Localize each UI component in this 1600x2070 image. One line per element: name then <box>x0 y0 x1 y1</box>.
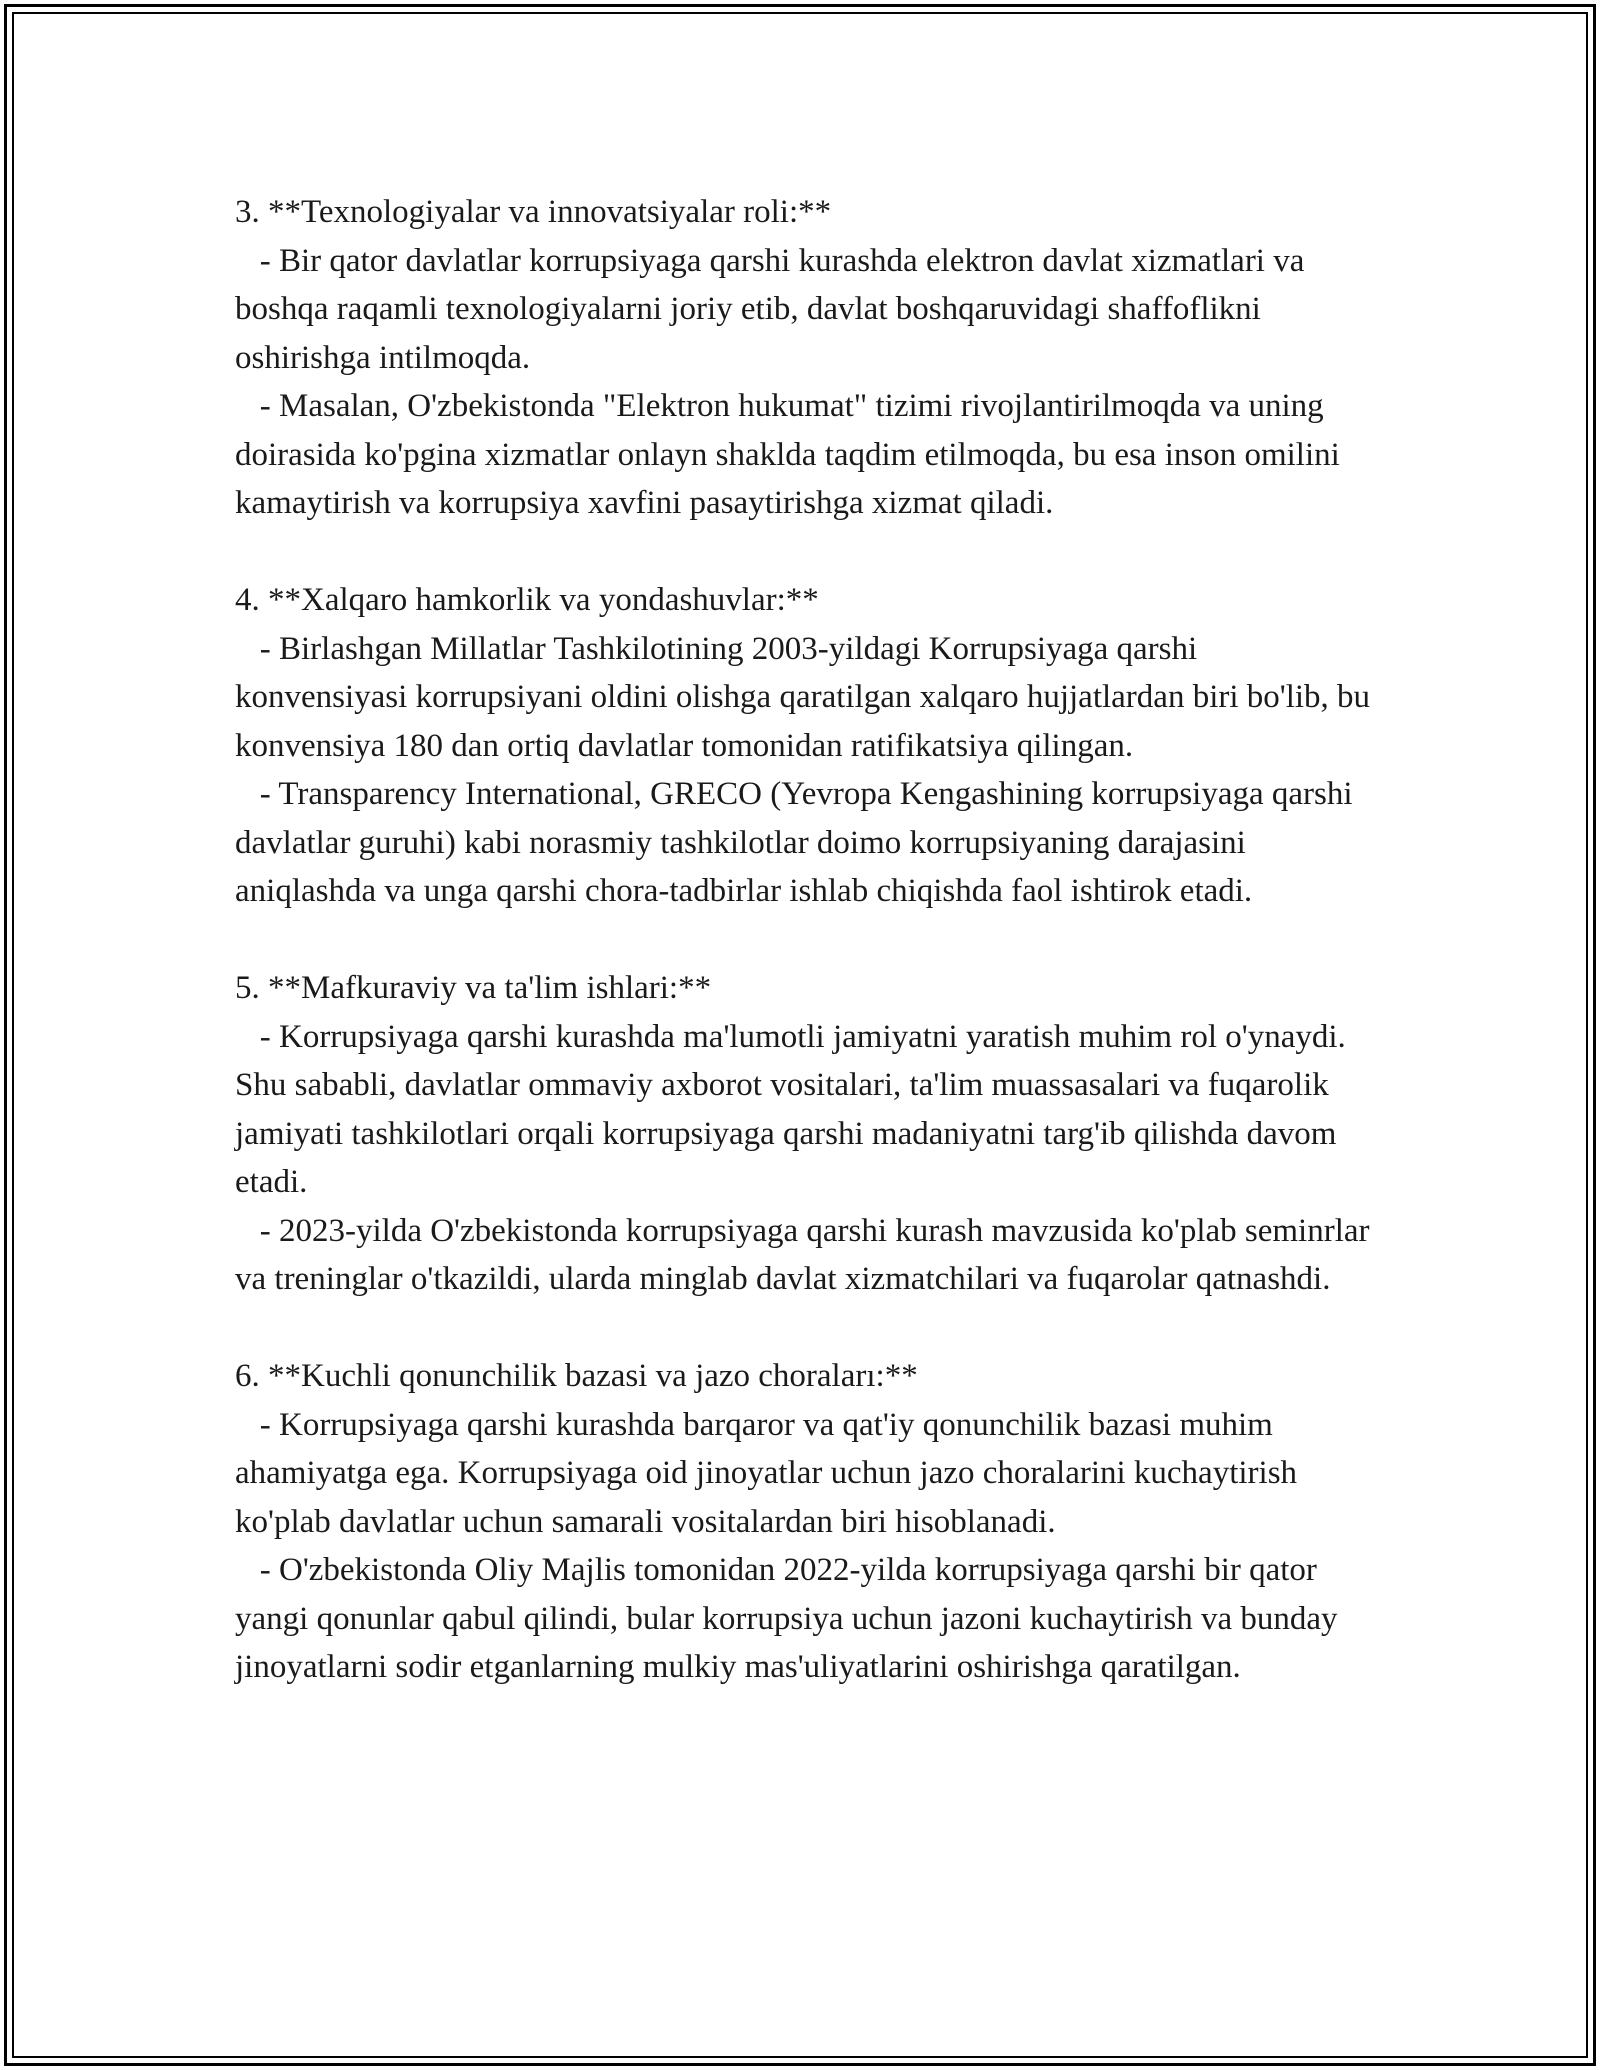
document-body <box>235 188 1379 1740</box>
bullet-paragraph: - 2023-yilda O'zbekistonda korrupsiyaga qarshi kurash mavzusida ko'plab seminrlar va treninglar o'tkazildi, ularda minglab davlat xizmatchilari va fuqarolar qatnashdi. <box>235 1212 1378 1297</box>
bullet-paragraph: - O'zbekistonda Oliy Majlis tomonidan 2022-yilda korrupsiyaga qarshi bir qator yangi qonunlar qabul qilindi, bular korrupsiya uchun jazoni kuchaytirish va bunday jinoyatlarni sodir etganlarning mulkiy mas'uliyatlarini oshirishga qaratilgan. <box>235 1552 1346 1685</box>
section-5 <box>235 964 1378 1304</box>
bullet-paragraph: - Transparency International, GRECO (Yevropa Kengashining korrupsiyaga qarshi davlatlar guruhi) kabi norasmiy tashkilotlar doimo korrupsiyaning darajasini aniqlashda va unga qarshi chora-tadbirlar ishlab chiqishda faol ishtirok etadi. <box>235 776 1361 909</box>
section-3 <box>235 188 1375 528</box>
section-4 <box>235 576 1379 916</box>
section-6 <box>235 1352 1375 1692</box>
bullet-paragraph: - Masalan, O'zbekistonda "Elektron hukumat" tizimi rivojlantirilmoqda va uning doirasida ko'pgina xizmatlar onlayn shaklda taqdim etilmoqda, bu esa inson omilini kamaytirish va korrupsiya xavfini pasaytirishga xizmat qiladi. <box>235 388 1349 521</box>
section-heading: 6. **Kuchli qonunchilik bazasi va jazo choraları:** <box>235 1358 918 1394</box>
bullet-paragraph: - Birlashgan Millatlar Tashkilotining 2003-yildagi Korrupsiyaga qarshi konvensiyasi korrupsiyani oldini olishga qaratilgan xalqaro hujjatlardan biri bo'lib, bu konvensiya 180 dan ortiq davlatlar tomonidan ratifikatsiya qilingan. <box>235 630 1379 764</box>
bullet-paragraph: - Korrupsiyaga qarshi kurashda barqaror va qat'iy qonunchilik bazasi muhim ahamiyatga ega. Korrupsiyaga oid jinoyatlar uchun jazo choralarini kuchaytirish ko'plab davlatlar uchun samarali vositalardan biri hisoblanadi. <box>235 1406 1306 1540</box>
section-heading: 3. **Texnologiyalar va innovatsiyalar roli:** <box>235 194 832 230</box>
bullet-paragraph: - Korrupsiyaga qarshi kurashda ma'lumotli jamiyatni yaratish muhim rol o'ynaydi. Shu sababli, davlatlar ommaviy axborot vositalari, ta'lim muassasalari va fuqarolik jamiyati tashkilotlari orqali korrupsiyaga qarshi madaniyatni targ'ib qilishda davom etadi. <box>235 1018 1355 1200</box>
section-heading: 4. **Xalqaro hamkorlik va yondashuvlar:** <box>235 582 819 618</box>
bullet-paragraph: - Bir qator davlatlar korrupsiyaga qarshi kurashda elektron davlat xizmatlari va boshqa raqamli texnologiyalarni joriy etib, davlat boshqaruvidagi shaffoflikni oshirishga intilmoqda. <box>235 242 1313 376</box>
section-heading: 5. **Mafkuraviy va ta'lim ishlari:** <box>235 970 712 1006</box>
